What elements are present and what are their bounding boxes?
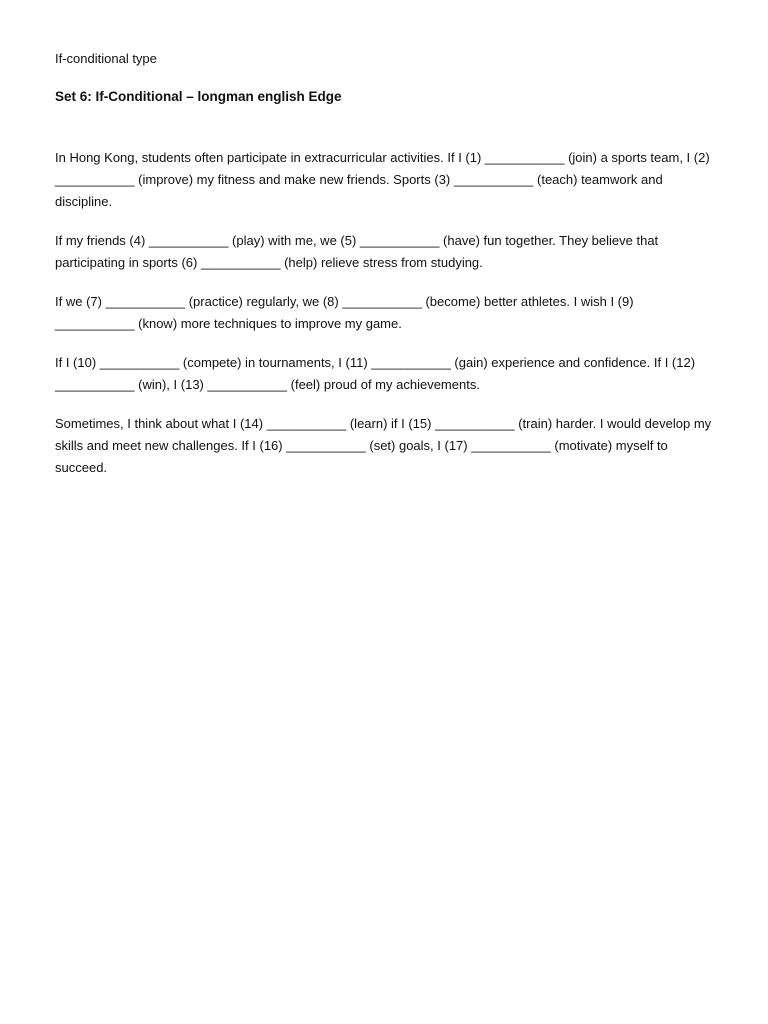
document-title: Set 6: If-Conditional – longman english Edge bbox=[55, 89, 342, 104]
paragraph-4: If I (10) ___________ (compete) in tournaments, I (11) ___________ (gain) experience and confidence. If I (12) ___________ (win), I (13) ___________ (feel) proud of my achievements. bbox=[55, 355, 696, 392]
document-label: If-conditional type bbox=[55, 51, 157, 66]
paragraph-5: Sometimes, I think about what I (14) ___________ (learn) if I (15) ___________ (train) harder. I would develop my skills and meet new challenges. If I (16) ___________ (set) goals, I (17) ___________ (motivate) myself to succeed. bbox=[55, 416, 712, 475]
paragraph-1: In Hong Kong, students often participate in extracurricular activities. If I (1) ___________ (join) a sports team, I (2) ___________ (improve) my fitness and make new friends. Sports (3) ___________ (teach) teamwork and discipline. bbox=[55, 150, 710, 209]
paragraph-2: If my friends (4) ___________ (play) with me, we (5) ___________ (have) fun together. They believe that participating in sports (6) ___________ (help) relieve stress from studying. bbox=[55, 233, 659, 270]
document-body bbox=[55, 147, 715, 496]
paragraph-3: If we (7) ___________ (practice) regularly, we (8) ___________ (become) better athletes. I wish I (9) ___________ (know) more techniques to improve my game. bbox=[55, 294, 634, 331]
